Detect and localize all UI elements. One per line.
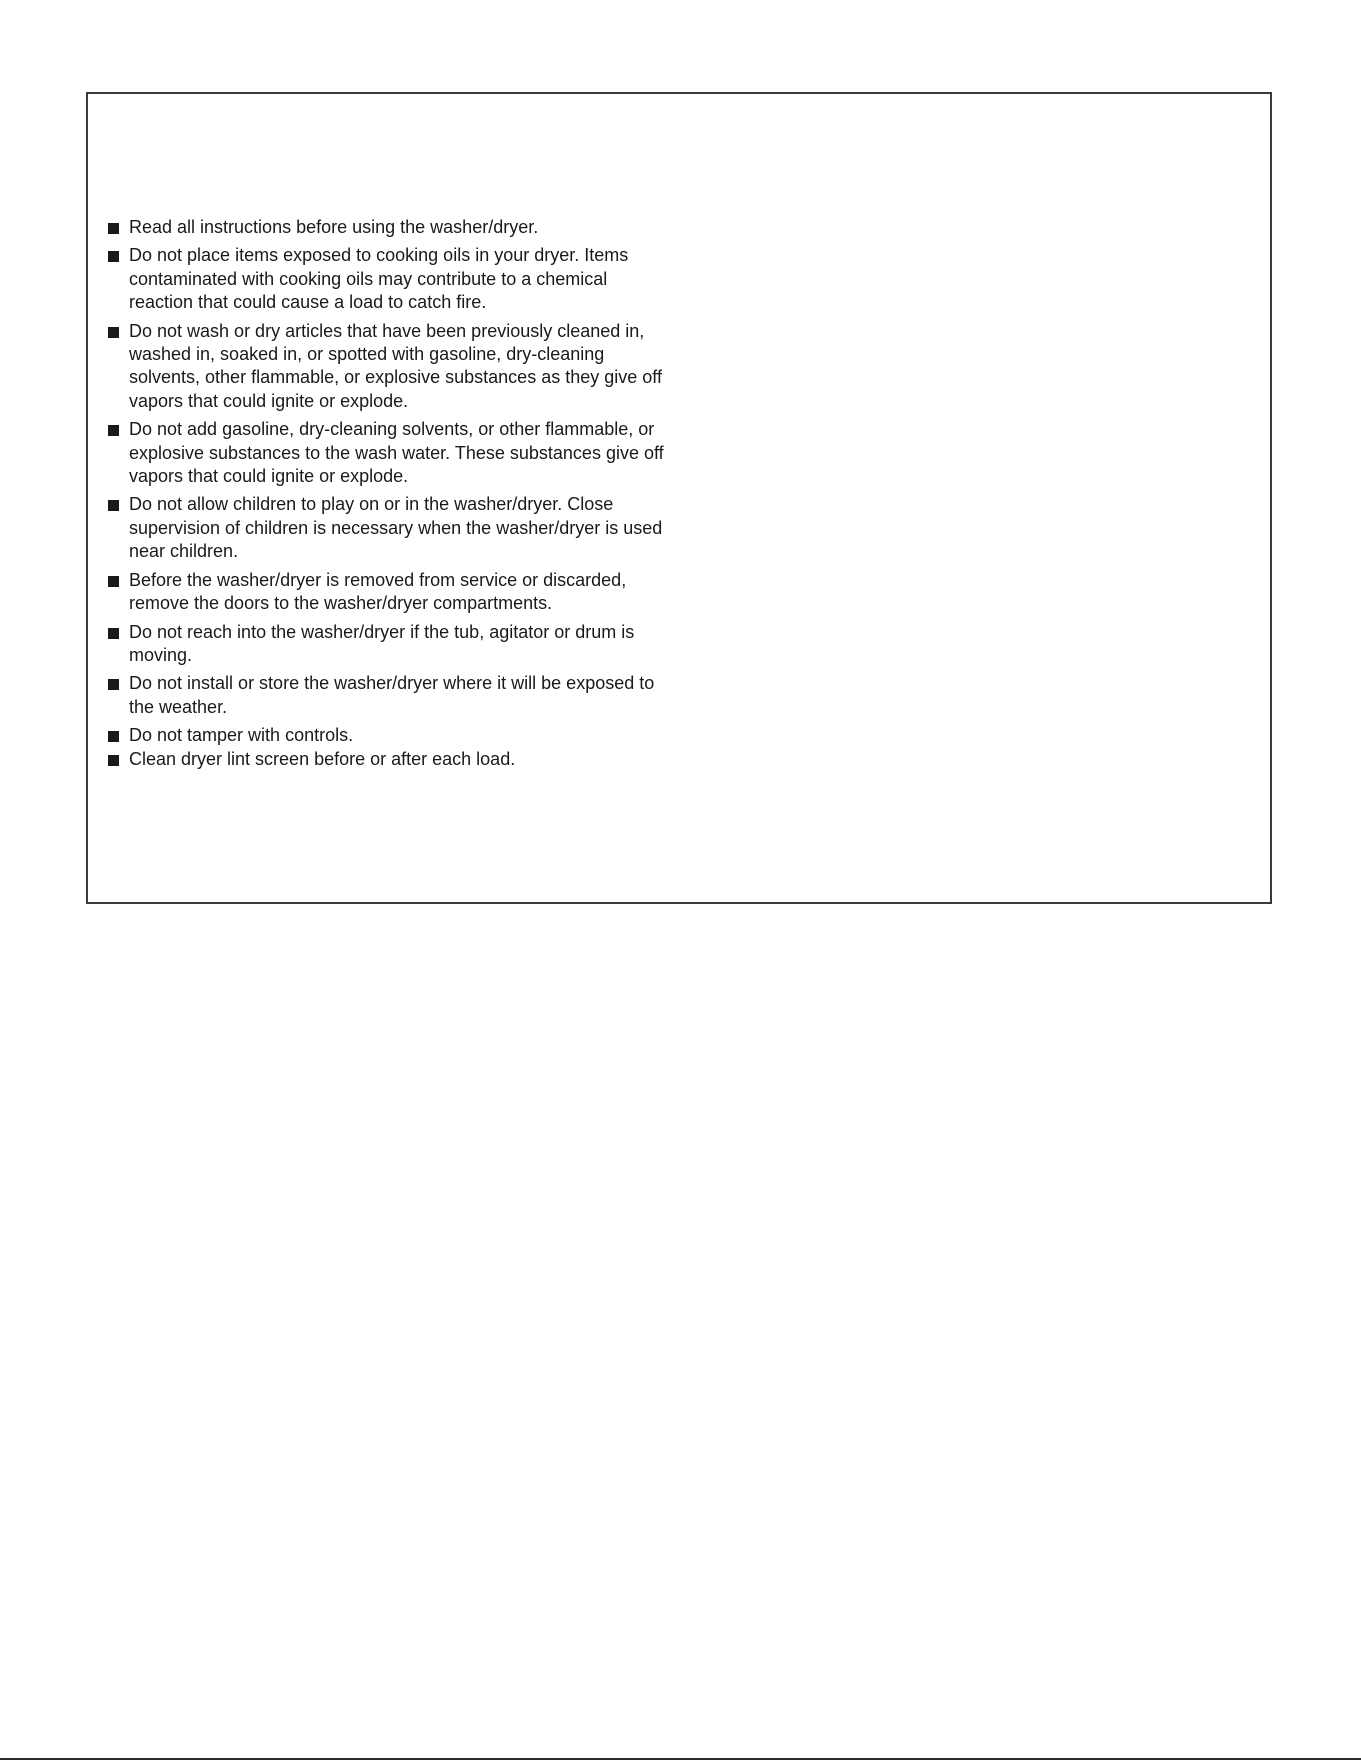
instruction-item — [107, 493, 667, 563]
square-bullet-icon — [108, 576, 119, 587]
square-bullet-icon — [108, 327, 119, 338]
square-bullet-icon — [108, 500, 119, 511]
square-bullet-icon — [108, 628, 119, 639]
instruction-text: Clean dryer lint screen before or after each load. — [129, 748, 516, 769]
page-bottom-rule — [0, 1758, 1361, 1760]
instruction-text: Do not add gasoline, dry-cleaning solvents, or other flammable, or explosive substances to the wash water. These substances give off vapors that could ignite or explode. — [129, 419, 664, 487]
instruction-item — [107, 724, 667, 747]
square-bullet-icon — [108, 223, 119, 234]
instruction-item — [107, 569, 667, 616]
instruction-text: Do not reach into the washer/dryer if the tub, agitator or drum is moving. — [129, 621, 635, 665]
instruction-text: Before the washer/dryer is removed from service or discarded, remove the doors to the washer/dryer compartments. — [129, 569, 627, 614]
instruction-text: Do not wash or dry articles that have been previously cleaned in, washed in, soaked in, or spotted with gasoline, dry-cleaning solvents, other flammable, or explosive substances as they give off vapors that could ignite or explode. — [129, 320, 662, 411]
instruction-text: Do not install or store the washer/dryer where it will be exposed to the weather. — [129, 673, 655, 717]
square-bullet-icon — [108, 425, 119, 436]
safety-instruction-list — [107, 216, 667, 776]
instruction-text: Read all instructions before using the washer/dryer. — [129, 217, 539, 237]
instruction-item — [107, 216, 667, 239]
square-bullet-icon — [108, 755, 119, 766]
instruction-item — [107, 672, 667, 719]
instruction-item — [107, 320, 667, 414]
instruction-text: Do not tamper with controls. — [129, 725, 354, 746]
square-bullet-icon — [108, 679, 119, 690]
instruction-item — [107, 244, 667, 314]
instruction-item — [107, 621, 667, 668]
instruction-text: Do not place items exposed to cooking oils in your dryer. Items contaminated with cooking oils may contribute to a chemical reaction that could cause a load to catch fire. — [129, 245, 629, 313]
instruction-item — [107, 418, 667, 488]
square-bullet-icon — [108, 251, 119, 262]
instruction-item — [107, 748, 667, 771]
instruction-text: Do not allow children to play on or in the washer/dryer. Close supervision of children is necessary when the washer/dryer is used near children. — [129, 494, 663, 562]
square-bullet-icon — [108, 731, 119, 742]
